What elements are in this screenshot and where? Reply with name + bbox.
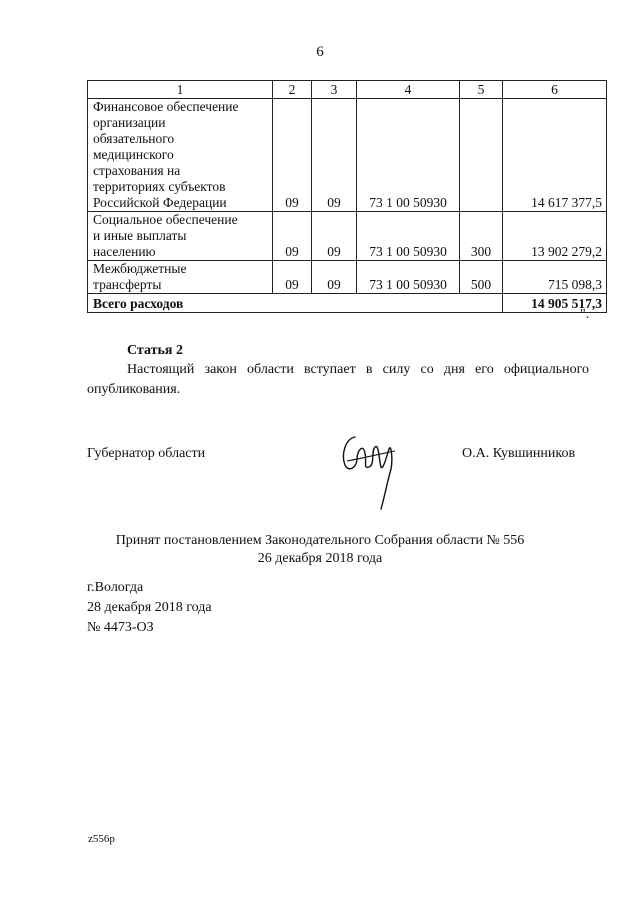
row-name-line: трансферты xyxy=(93,277,162,292)
row-name-line: Межбюджетные xyxy=(93,261,187,276)
article-text: Настоящий закон области вступает в силу со дня его официального опубликования. xyxy=(87,362,589,397)
header-cell: 3 xyxy=(312,81,357,99)
expenditure-table xyxy=(87,80,607,313)
target-article-code: 73 1 00 50930 xyxy=(357,261,460,294)
signature-stroke xyxy=(347,451,395,461)
row-name-line: обязательного xyxy=(93,131,175,146)
signature-stroke xyxy=(343,437,391,509)
total-amount: 14 905 517,3 xyxy=(503,294,607,313)
row-name-line: медицинского xyxy=(93,147,174,162)
subsection-code: 09 xyxy=(312,99,357,212)
row-name-line: территориях субъектов xyxy=(93,179,226,194)
amount-cell: 14 617 377,5 xyxy=(503,99,607,212)
row-name-line: Российской Федерации xyxy=(93,195,227,210)
total-label: Всего расходов xyxy=(88,294,503,313)
expense-type-code: 300 xyxy=(460,212,503,261)
row-name-line: организации xyxy=(93,115,166,130)
footer-code: z556p xyxy=(88,833,115,845)
section-code: 09 xyxy=(273,261,312,294)
header-cell: 6 xyxy=(503,81,607,99)
subsection-code: 09 xyxy=(312,212,357,261)
expense-type-code: 500 xyxy=(460,261,503,294)
total-row xyxy=(88,294,607,313)
table-row xyxy=(88,261,607,294)
page-number: 6 xyxy=(316,44,324,60)
row-name-line: Финансовое обеспечение xyxy=(93,99,239,114)
row-name-cell xyxy=(88,261,273,294)
row-name-line: Социальное обеспечение xyxy=(93,212,238,227)
row-name-line: страхования на xyxy=(93,163,181,178)
governor-title: Губернатор области xyxy=(87,446,206,461)
amount-cell: 13 902 279,2 xyxy=(503,212,607,261)
city: г.Вологда xyxy=(87,580,144,595)
table-header-row xyxy=(88,81,607,99)
row-name-cell xyxy=(88,99,273,212)
header-cell: 5 xyxy=(460,81,503,99)
law-number: № 4473-ОЗ xyxy=(87,620,154,635)
amount-cell: 715 098,3 xyxy=(503,261,607,294)
row-name-line: населению xyxy=(93,244,156,259)
target-article-code: 73 1 00 50930 xyxy=(357,212,460,261)
header-cell: 4 xyxy=(357,81,460,99)
table-row xyxy=(88,212,607,261)
section-code: 09 xyxy=(273,212,312,261)
table-row xyxy=(88,99,607,212)
place-date-block xyxy=(87,578,212,638)
signature-image xyxy=(335,425,405,515)
governor-name: О.А. Кувшинников xyxy=(462,446,576,461)
section-code: 09 xyxy=(273,99,312,212)
expense-type-code xyxy=(460,99,503,212)
adoption-line: Принят постановлением Законодательного Собрания области № 556 xyxy=(115,533,525,548)
row-name-cell xyxy=(88,212,273,261)
adoption-date: 26 декабря 2018 года xyxy=(257,551,383,566)
subsection-code: 09 xyxy=(312,261,357,294)
adoption-note xyxy=(0,532,640,568)
closing-quote: ". xyxy=(580,307,590,322)
header-cell: 1 xyxy=(88,81,273,99)
header-cell: 2 xyxy=(273,81,312,99)
article-title: Статья 2 xyxy=(127,343,183,358)
target-article-code: 73 1 00 50930 xyxy=(357,99,460,212)
sign-date: 28 декабря 2018 года xyxy=(87,600,212,615)
row-name-line: и иные выплаты xyxy=(93,228,187,243)
